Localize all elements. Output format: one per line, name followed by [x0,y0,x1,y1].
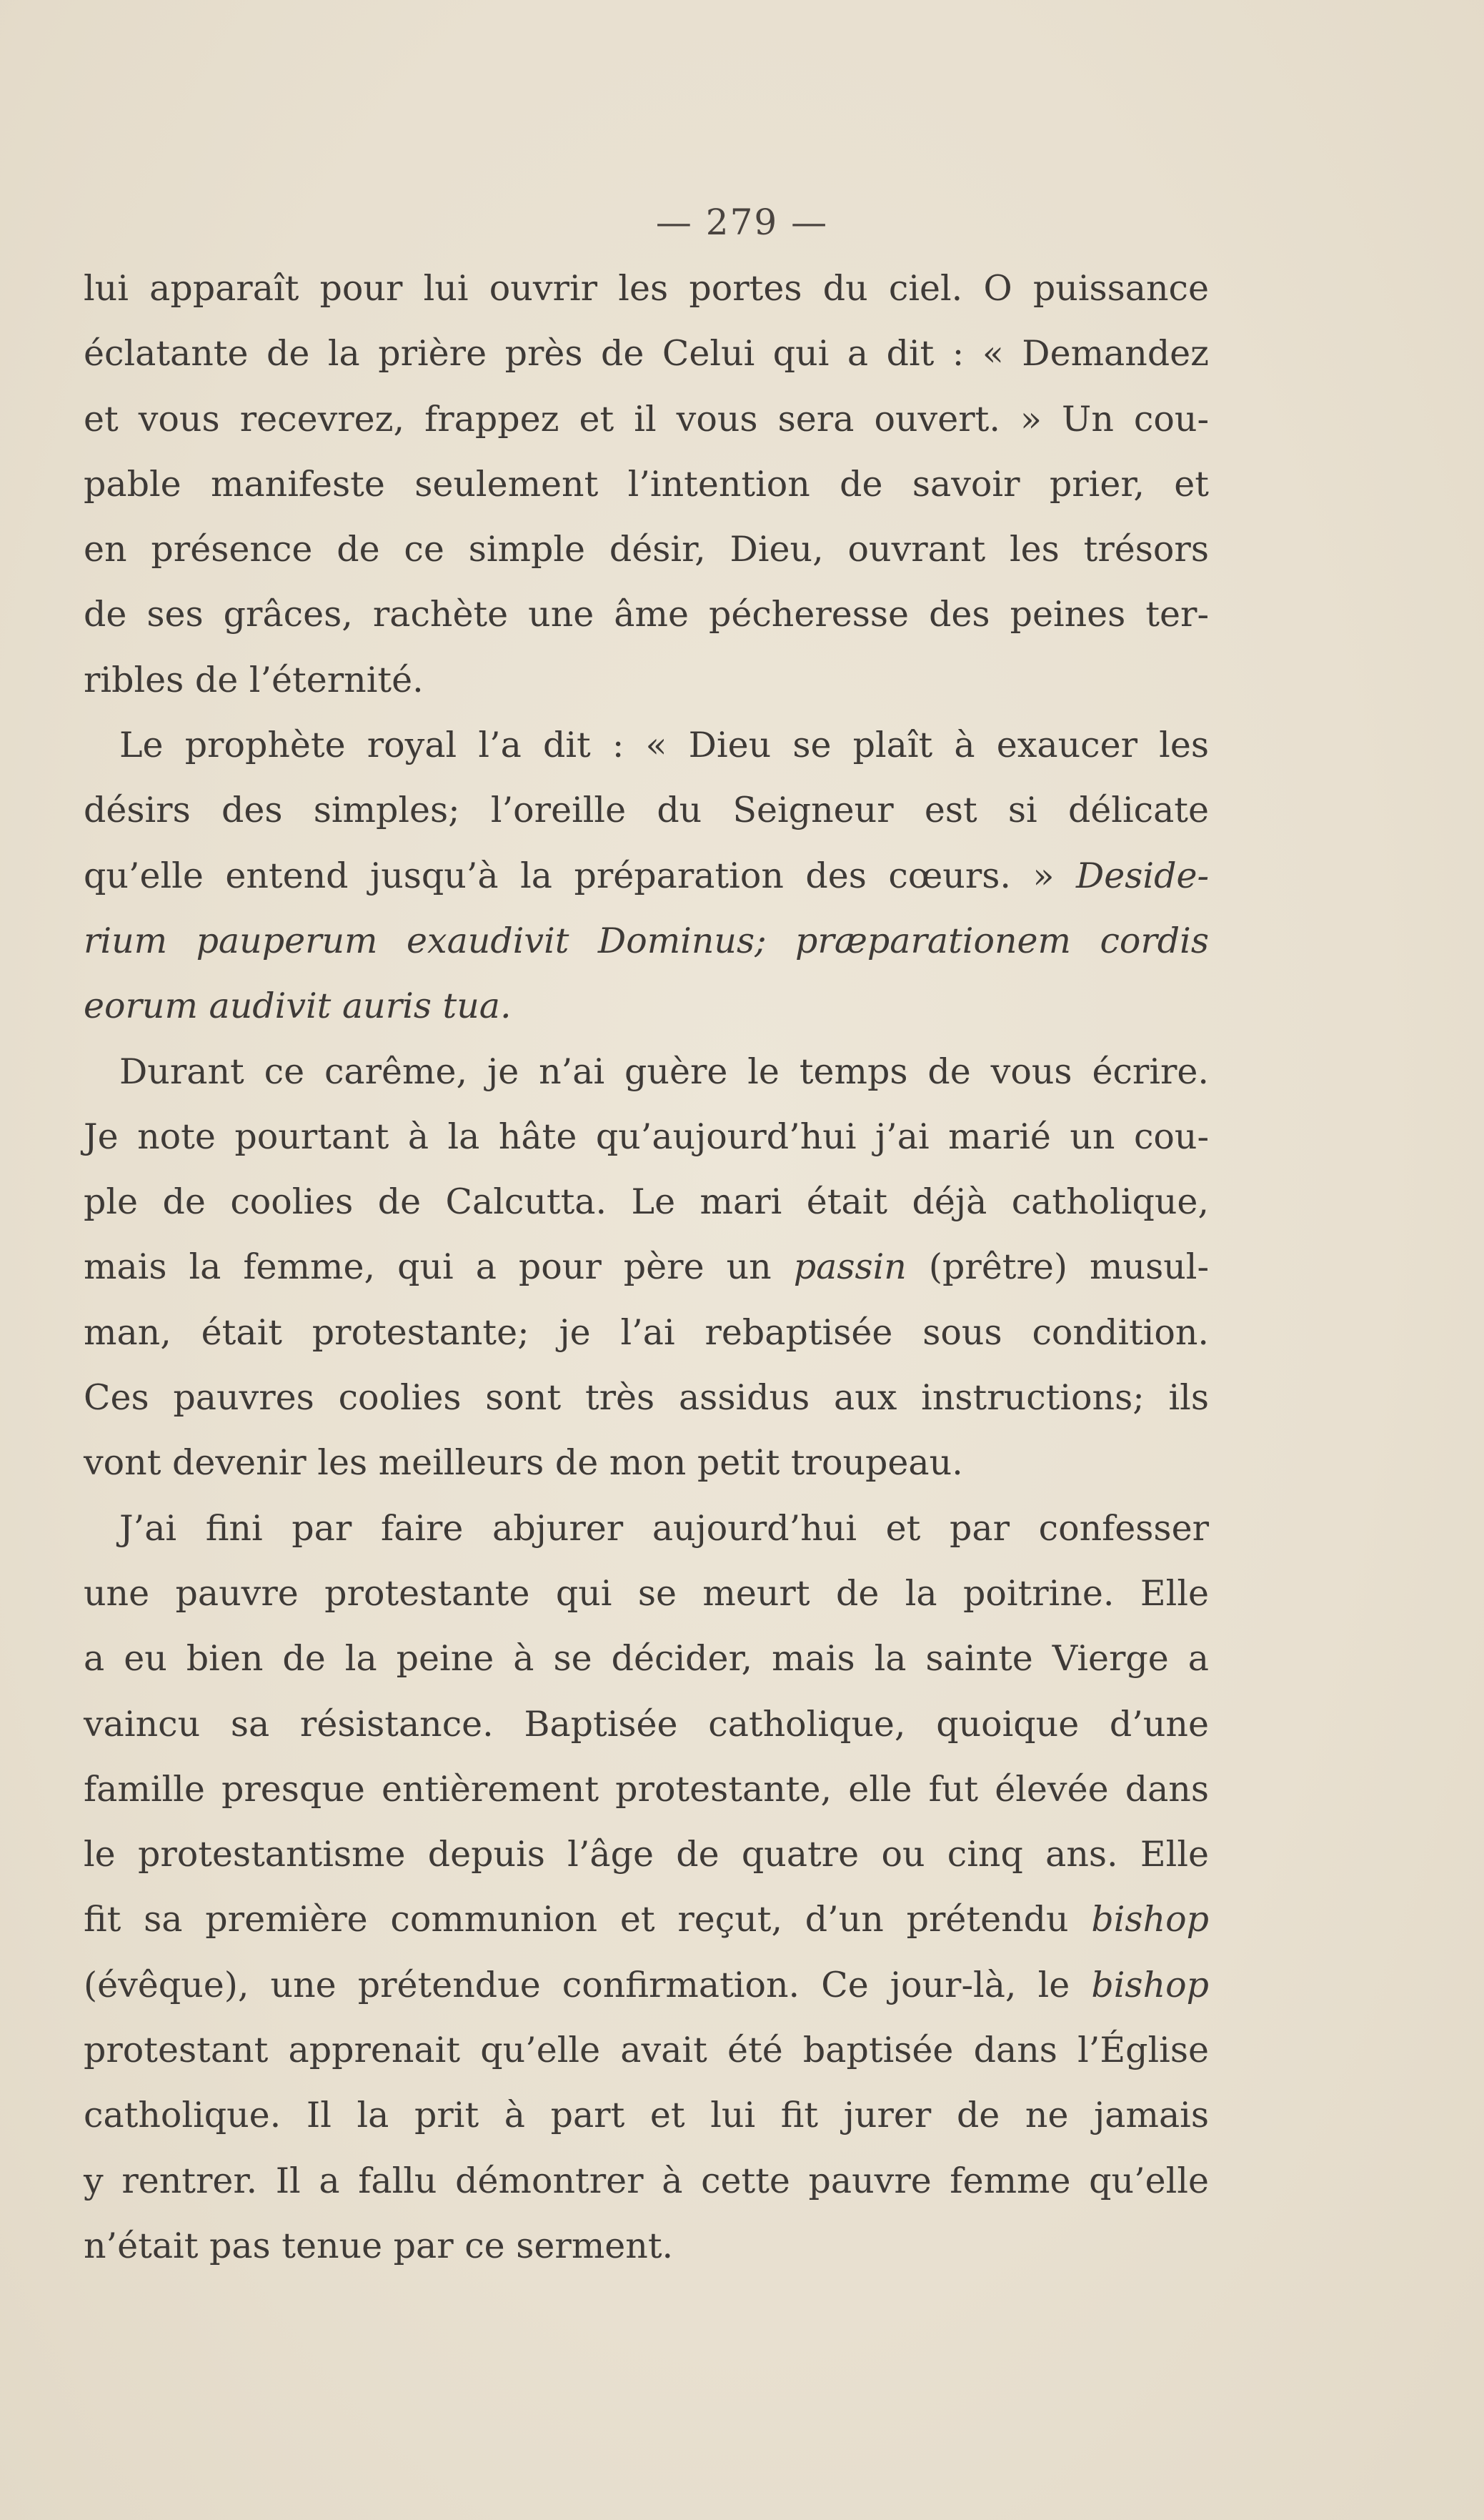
text-line: qu’elle entend jusqu’à la préparation des cœurs. » Deside- [84,855,1210,896]
text-line: lui apparaît pour lui ouvrir les portes du ciel. O puissance [84,268,1209,309]
text-line: ple de coolies de Calcutta. Le mari était déjà catholique, [84,1181,1209,1223]
italic-word: passin [793,1246,907,1288]
text-line: man, était protestante; je l’ai rebaptisée sous condition. [84,1311,1209,1353]
text-line [84,973,1209,1038]
page-number: — 279 — [655,202,829,243]
text-line: désirs des simples; l’oreille du Seigneur est si délicate [84,790,1209,831]
text-line: Ces pauvres coolies sont très assidus aux instructions; ils [84,1377,1209,1419]
text-line: mais la femme, qui a pour père un passin (prêtre) musul- [84,1246,1210,1288]
text-line: J’ai fini par faire abjurer aujourd’hui et par confesser [119,1507,1209,1549]
text-line: catholique. Il la prit à part et lui fit jurer de ne jamais [84,2095,1209,2136]
text-line: famille presque entièrement protestante, elle fut élevée dans [84,1768,1209,1810]
body-text [84,256,1209,2278]
text-line: éclatante de la prière près de Celui qui a dit : « Demandez [84,333,1209,374]
text-line: Durant ce carême, je n’ai guère le temps de vous écrire. [119,1051,1209,1092]
text-line: ribles de l’éternité. [84,659,424,700]
latin-quote: rium pauperum exaudivit Dominus; præparationem cordis [84,920,1209,961]
latin-quote: Deside- [1075,855,1210,896]
text-line: le protestantisme depuis l’âge de quatre ou cinq ans. Elle [84,1834,1209,1875]
italic-word: bishop [1091,1964,1209,2005]
text-line: a eu bien de la peine à se décider, mais la sainte Vierge a [84,1638,1209,1680]
text-line: et vous recevrez, frappez et il vous sera ouvert. » Un cou- [84,398,1209,440]
text-line: protestant apprenait qu’elle avait été baptisée dans l’Église [84,2030,1209,2071]
text-line: en présence de ce simple désir, Dieu, ouvrant les trésors [84,529,1209,570]
text-line: Je note pourtant à la hâte qu’aujourd’hui j’ai marié un cou- [84,1116,1209,1157]
text-line: vaincu sa résistance. Baptisée catholique, quoique d’une [84,1703,1209,1745]
italic-word: bishop [1091,1899,1209,1940]
text-line: fit sa première communion et reçut, d’un prétendu bishop [84,1899,1209,1940]
text-line: (évêque), une prétendue confirmation. Ce jour-là, le bishop [84,1964,1209,2005]
latin-quote: eorum audivit auris tua. [84,986,512,1027]
text-line: n’était pas tenue par ce serment. [84,2225,674,2266]
text-line: vont devenir les meilleurs de mon petit troupeau. [84,1442,963,1484]
text-line: Le prophète royal l’a dit : « Dieu se plaît à exaucer les [119,725,1209,766]
text-line [84,908,1209,973]
text-line: pable manifeste seulement l’intention de savoir prier, et [84,463,1209,505]
text-line: y rentrer. Il a fallu démontrer à cette pauvre femme qu’elle [84,2160,1209,2201]
text-line: de ses grâces, rachète une âme pécheresse des peines ter- [84,594,1209,635]
text-line: une pauvre protestante qui se meurt de la poitrine. Elle [84,1572,1209,1614]
